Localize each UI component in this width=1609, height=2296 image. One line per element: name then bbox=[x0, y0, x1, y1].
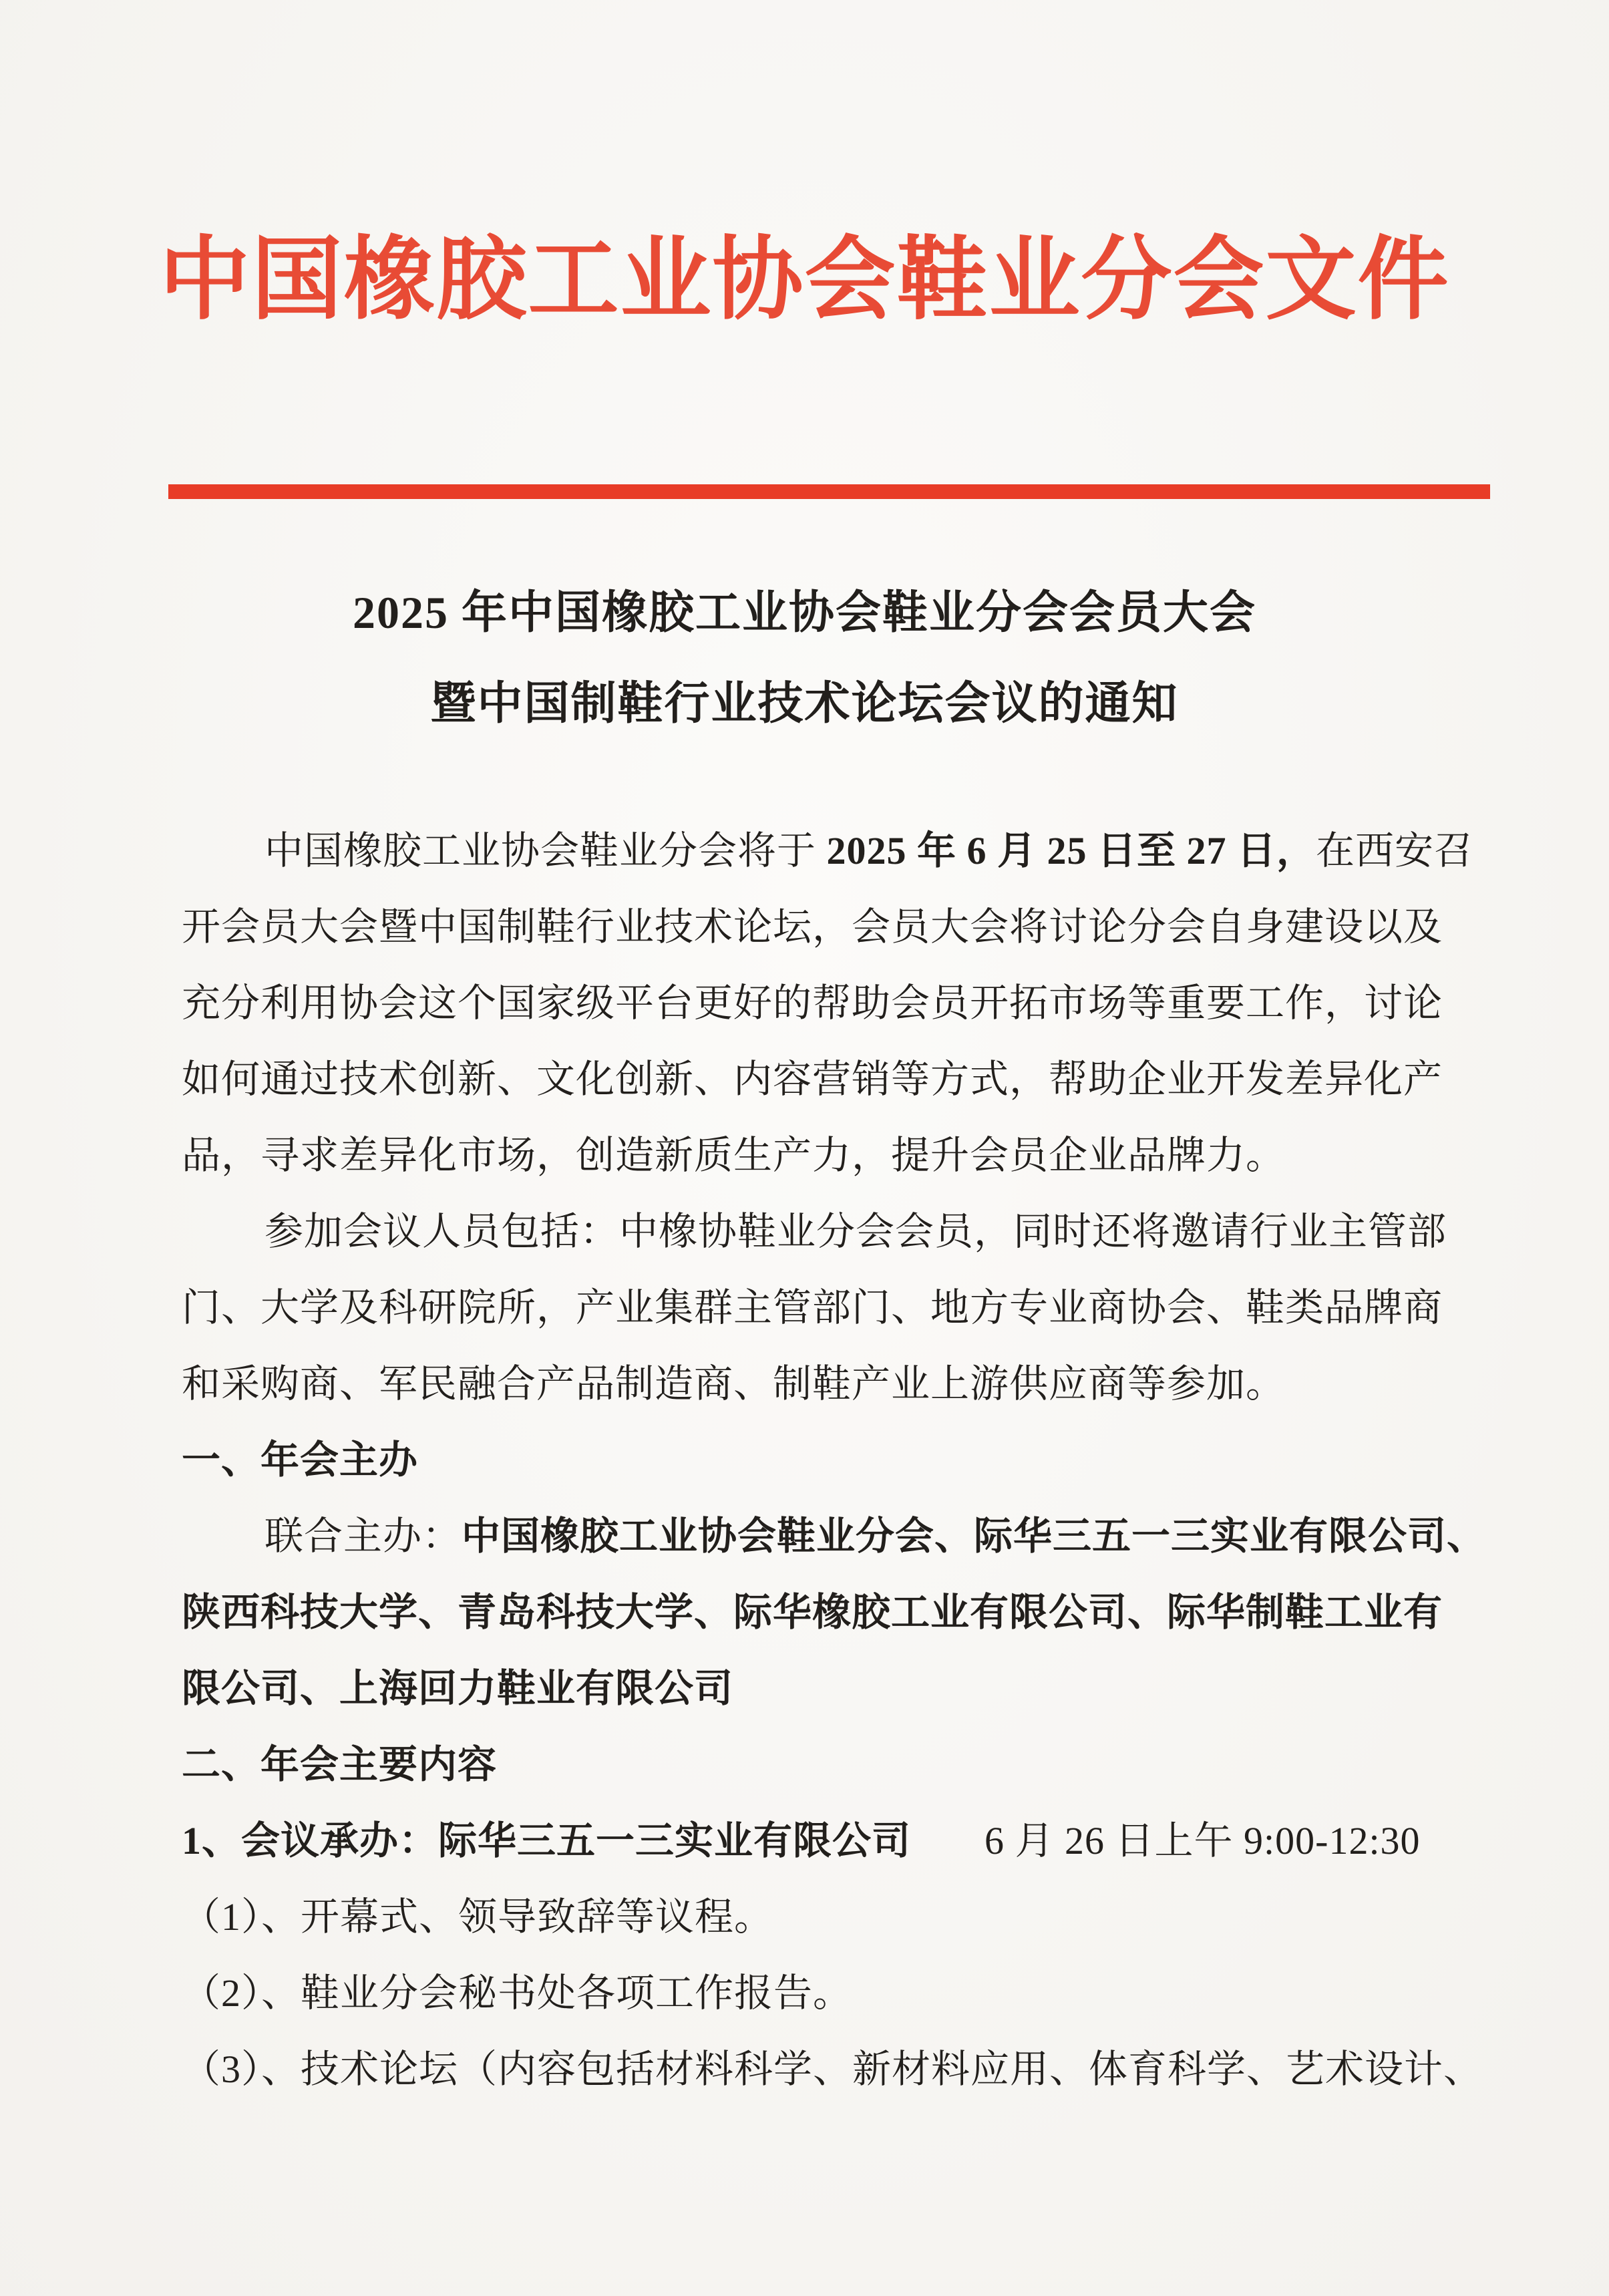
red-divider-rule bbox=[168, 484, 1490, 499]
body-line bbox=[182, 1879, 1515, 1955]
text-segment: 充分利用协会这个国家级平台更好的帮助会员开拓市场等重要工作，讨论 bbox=[182, 981, 1443, 1025]
text-segment: 在西安召 bbox=[1316, 829, 1474, 872]
text-segment: 和采购商、军民融合产品制造商、制鞋产业上游供应商等参加。 bbox=[182, 1362, 1286, 1406]
body-line bbox=[182, 1575, 1515, 1651]
text-segment: 中国橡胶工业协会鞋业分会将于 bbox=[264, 829, 827, 872]
document-title-line2: 暨中国制鞋行业技术论坛会议的通知 bbox=[430, 678, 1179, 729]
document-title-line1: 2025 年中国橡胶工业协会鞋业分会会员大会 bbox=[352, 587, 1256, 638]
body-line bbox=[182, 1651, 1515, 1727]
body-line bbox=[182, 1194, 1515, 1270]
text-segment: 限公司、上海回力鞋业有限公司 bbox=[182, 1667, 734, 1710]
body-line bbox=[182, 1498, 1515, 1575]
document-body bbox=[182, 813, 1515, 2108]
document-title bbox=[0, 567, 1609, 749]
body-line bbox=[182, 1041, 1515, 1118]
text-segment: 2025 年 6 月 25 日至 27 日， bbox=[826, 829, 1316, 872]
body-line bbox=[182, 1803, 1515, 1879]
body-line bbox=[182, 965, 1515, 1041]
text-segment: 6 月 26 日上午 9:00-12:30 bbox=[985, 1819, 1421, 1862]
body-line bbox=[182, 2031, 1515, 2108]
text-segment: 联合主办： bbox=[264, 1514, 462, 1558]
body-line bbox=[182, 1955, 1515, 2031]
text-segment: 如何通过技术创新、文化创新、内容营销等方式，帮助企业开发差异化产 bbox=[182, 1057, 1443, 1101]
section-heading bbox=[182, 1727, 1515, 1803]
body-line bbox=[182, 1118, 1515, 1194]
text-segment: （3）、技术论坛（内容包括材料科学、新材料应用、体育科学、艺术设计、 bbox=[182, 2047, 1483, 2091]
text-segment: 一、年会主办 bbox=[182, 1438, 419, 1482]
body-line bbox=[182, 1270, 1515, 1346]
text-segment: 参加会议人员包括：中橡协鞋业分会会员，同时还将邀请行业主管部 bbox=[264, 1210, 1447, 1253]
text-segment: 开会员大会暨中国制鞋行业技术论坛，会员大会将讨论分会自身建设以及 bbox=[182, 905, 1443, 949]
text-segment: 中国橡胶工业协会鞋业分会、际华三五一三实业有限公司、 bbox=[462, 1514, 1487, 1558]
body-line bbox=[182, 813, 1515, 889]
text-segment: 品，寻求差异化市场，创造新质生产力，提升会员企业品牌力。 bbox=[182, 1134, 1286, 1177]
letterhead-title: 中国橡胶工业协会鞋业分会文件 bbox=[159, 230, 1450, 331]
text-segment: 门、大学及科研院所，产业集群主管部门、地方专业商协会、鞋类品牌商 bbox=[182, 1286, 1443, 1329]
body-line bbox=[182, 889, 1515, 965]
text-segment: 1、会议承办：际华三五一三实业有限公司 bbox=[182, 1819, 912, 1862]
text-segment: （2）、鞋业分会秘书处各项工作报告。 bbox=[182, 1971, 853, 2015]
text-segment: （1）、开幕式、领导致辞等议程。 bbox=[182, 1895, 774, 1939]
section-heading bbox=[182, 1422, 1515, 1498]
body-line bbox=[182, 1346, 1515, 1422]
text-segment: 二、年会主要内容 bbox=[182, 1743, 498, 1786]
document-letterhead bbox=[0, 0, 1609, 499]
text-segment: 陕西科技大学、青岛科技大学、际华橡胶工业有限公司、际华制鞋工业有 bbox=[182, 1591, 1443, 1634]
